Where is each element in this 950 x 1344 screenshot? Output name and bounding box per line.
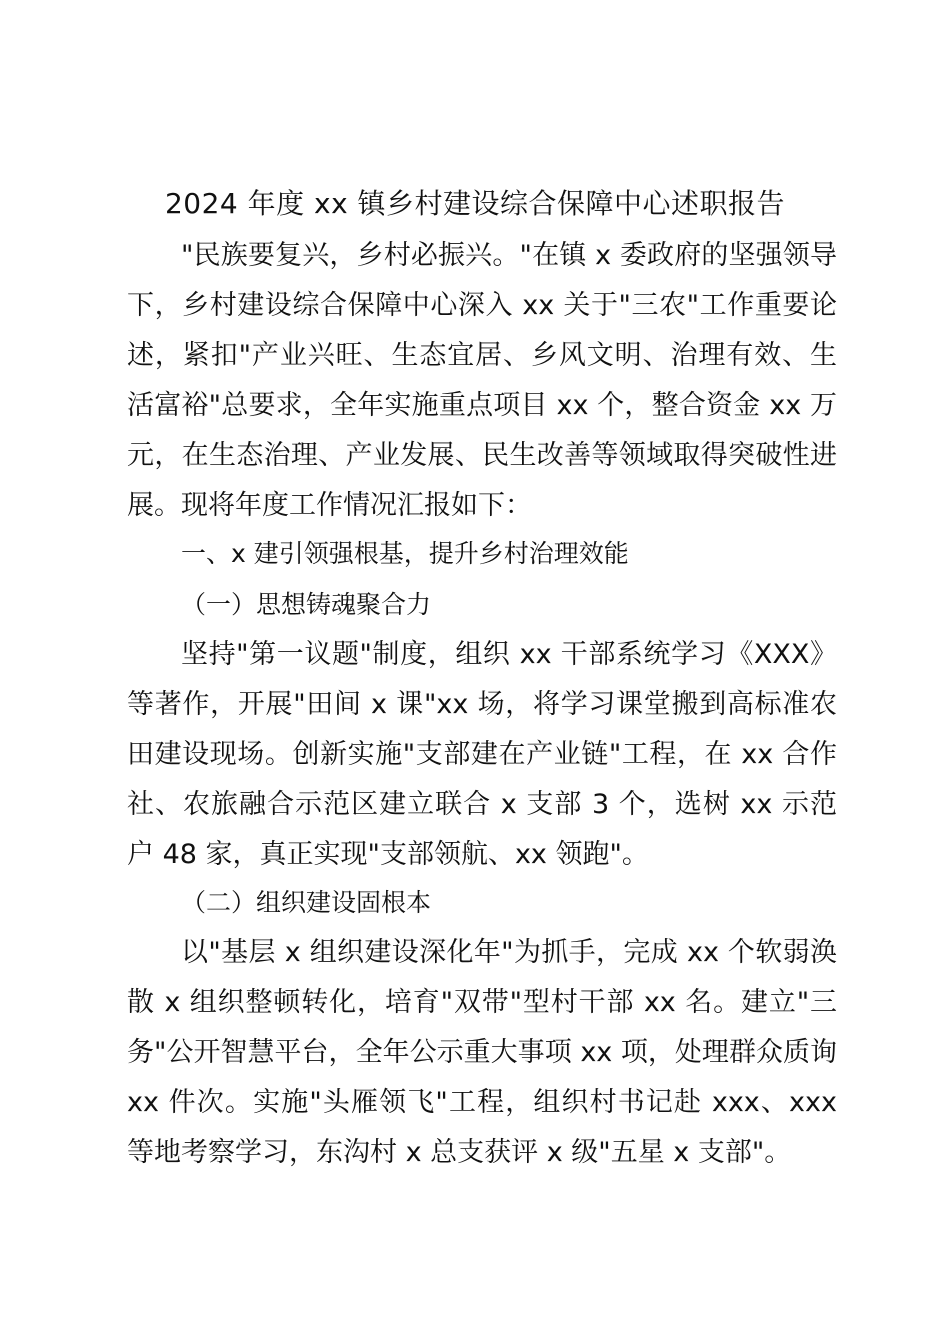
document-title: 2024 年度 xx 镇乡村建设综合保障中心述职报告 (164, 187, 786, 220)
body-paragraph: 坚持"第一议题"制度，组织 xx 干部系统学习《XXX》等著作，开展"田间 x 课"xx 场，将学习课堂搬到高标准农田建设现场。创新实施"支部建在产业链"工程，在 xx 合作社、农旅融合示范区建立联合 x 支部 3 个，选树 xx 示范户 48 家，真正实现"支部领航、xx 领跑"。 (127, 639, 837, 870)
section-heading: 一、x 建引领强根基，提升乡村治理效能 (181, 539, 629, 568)
subsection-heading: （二）组织建设固根本 (181, 888, 432, 917)
subsection-heading: （一）思想铸魂聚合力 (181, 590, 432, 619)
intro-paragraph: "民族要复兴，乡村必振兴。"在镇 x 委政府的坚强领导下，乡村建设综合保障中心深入 xx 关于"三农"工作重要论述，紧扣"产业兴旺、生态宜居、乡风文明、治理有效、生活富裕"总要求，全年实施重点项目 xx 个，整合资金 xx 万元，在生态治理、产业发展、民生改善等领域取得突破性进展。现将年度工作情况汇报如下： (127, 240, 837, 521)
body-paragraph: 以"基层 x 组织建设深化年"为抓手，完成 xx 个软弱涣散 x 组织整顿转化，培育"双带"型村干部 xx 名。建立"三务"公开智慧平台，全年公示重大事项 xx 项，处理群众质询 xx 件次。实施"头雁领飞"工程，组织村书记赴 xxx、xxx 等地考察学习，东沟村 x 总支获评 x 级"五星 x 支部"。 (127, 937, 837, 1168)
